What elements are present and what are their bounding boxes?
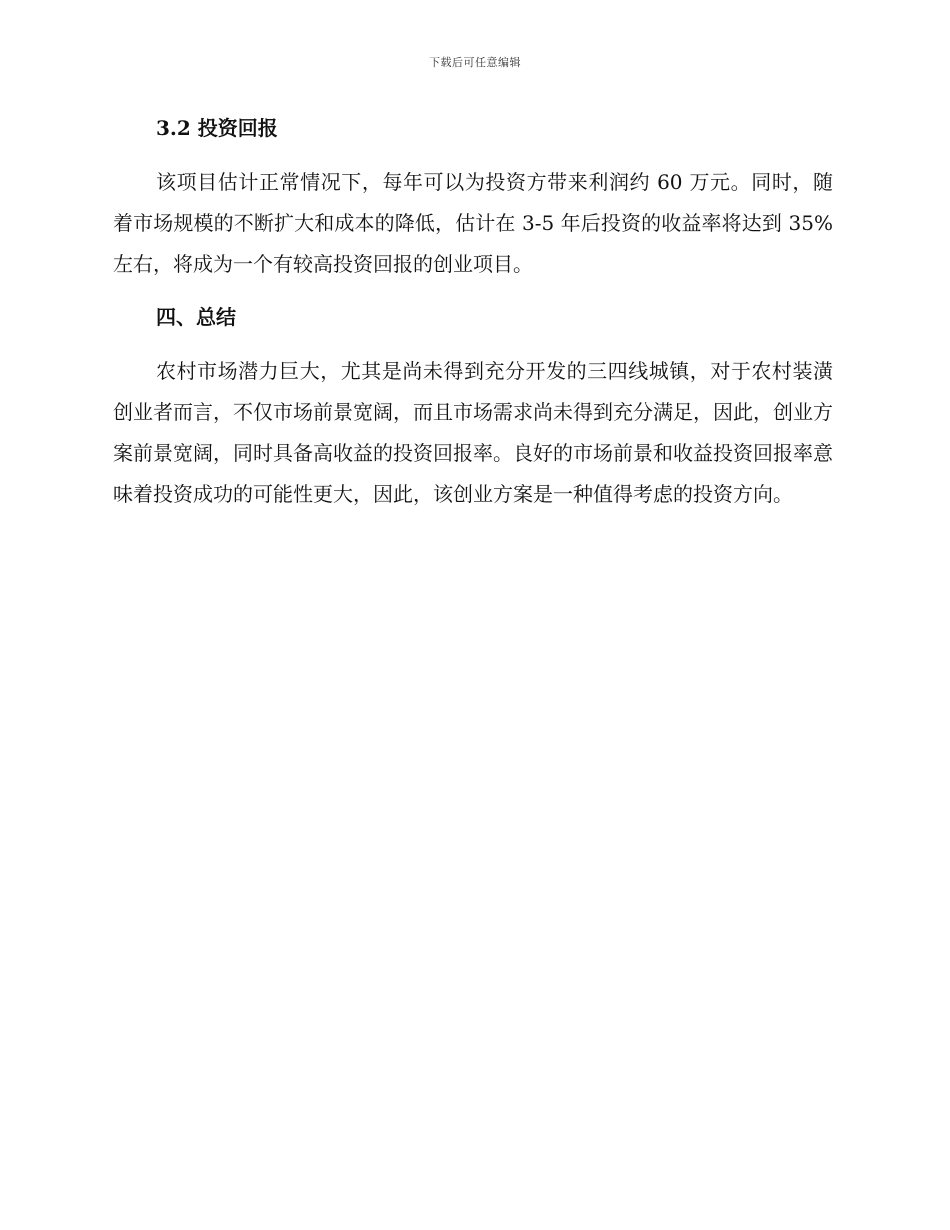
- document-body: [113, 110, 833, 515]
- page-header: 下载后可任意编辑: [429, 56, 521, 69]
- paragraph-investment-return: 该项目估计正常情况下，每年可以为投资方带来利润约 60 万元。同时，随着市场规模的不断扩大和成本的降低，估计在 3-5 年后投资的收益率将达到 35%左右，将成为一个有较高投资回报的创业项目。: [113, 170, 833, 276]
- section-heading-investment-return: 3.2 投资回报: [156, 116, 278, 140]
- paragraph-summary: 农村市场潜力巨大，尤其是尚未得到充分开发的三四线城镇，对于农村装潢创业者而言，不仅市场前景宽阔，而且市场需求尚未得到充分满足，因此，创业方案前景宽阔，同时具备高收益的投资回报率。良好的市场前景和收益投资回报率意味着投资成功的可能性更大，因此，该创业方案是一种值得考虑的投资方向。: [113, 359, 833, 506]
- section-heading-summary: 四、总结: [156, 305, 236, 329]
